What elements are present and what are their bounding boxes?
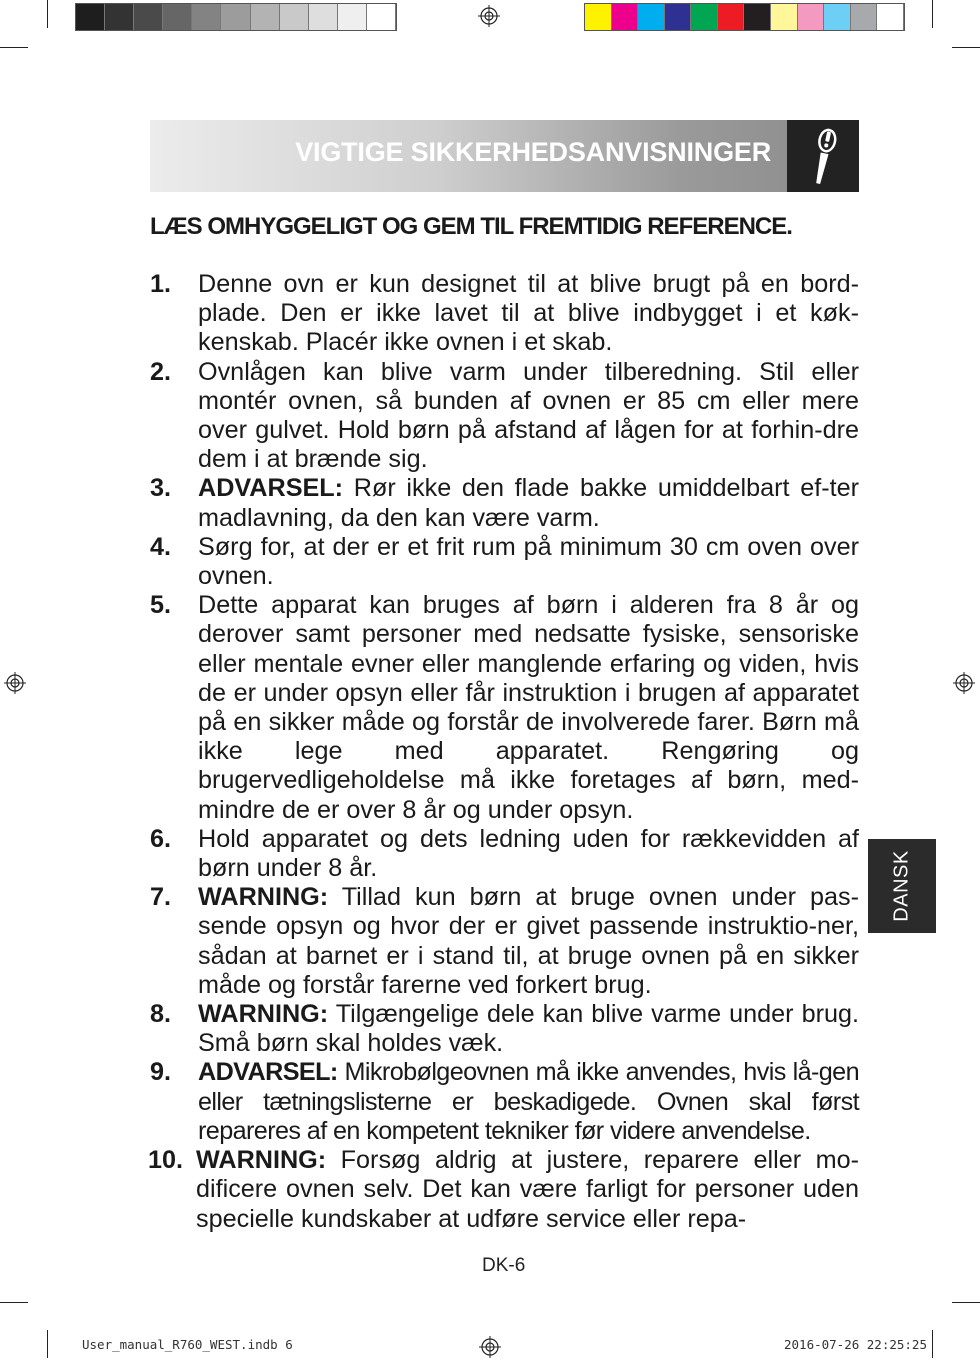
item-number: 6.	[150, 824, 172, 853]
color-swatch	[309, 4, 338, 30]
color-swatch	[798, 4, 825, 30]
list-item	[150, 1058, 859, 1146]
item-body: Rør ikke den flade bakke umiddelbart ef-ter madlavning, da den kan være varm.	[198, 474, 859, 532]
safety-instructions-list	[150, 270, 859, 1234]
color-swatch	[76, 4, 105, 30]
item-body: Tilgængelige dele kan blive varme under brug. Små børn skal holdes væk.	[198, 1000, 859, 1058]
warning-label: ADVARSEL:	[198, 1058, 338, 1087]
grayscale-color-bar	[75, 3, 397, 31]
page-number: DK-6	[482, 1255, 526, 1276]
list-item	[150, 1000, 859, 1058]
item-text	[196, 1146, 859, 1234]
color-swatch	[665, 4, 692, 30]
item-text	[198, 358, 859, 475]
item-text	[198, 270, 859, 358]
print-slug-timestamp: 2016-07-26 22:25:25	[784, 1337, 927, 1352]
item-number: 2.	[150, 357, 172, 386]
list-item	[150, 1146, 859, 1234]
crop-mark	[0, 47, 28, 48]
crop-mark	[932, 0, 933, 28]
section-title: VIGTIGE SIKKERHEDSANVISNINGER	[295, 137, 771, 167]
crop-mark	[952, 1302, 980, 1303]
item-number: 7.	[150, 883, 172, 912]
item-body: Sørg for, at der er et frit rum på minimum 30 cm oven over ovnen.	[198, 532, 859, 591]
item-body: Dette apparat kan bruges af børn i alderen fra 8 år og derover samt personer med nedsatte fysiske, sensoriske eller mentale evner eller manglende erfaring og viden, hvis de er under opsyn eller får instruktion i brugen af apparatet på en sikker måde og forstår de involverede farer. Børn må ikke lege med apparatet. Rengøring og brugervedligeholdelse må ikke foretages af børn, med-mindre de er over 8 år og under opsyn.	[198, 591, 859, 824]
item-body: Mikrobølgeovnen må ikke anvendes, hvis lå-gen eller tætningslisterne er beskadigede. Ovnen skal først repareres af en kompetent tekniker før videre anvendelse.	[198, 1058, 859, 1145]
registration-mark-icon	[953, 672, 975, 694]
item-number: 9.	[150, 1058, 172, 1087]
item-text	[198, 591, 859, 825]
warning-label: ADVARSEL:	[198, 474, 344, 503]
registration-mark-icon	[4, 672, 26, 694]
warning-label: WARNING:	[196, 1146, 327, 1175]
color-swatch	[105, 4, 134, 30]
item-number: 4.	[150, 532, 172, 561]
item-text	[198, 825, 859, 883]
crop-mark	[932, 1330, 933, 1358]
color-swatch	[612, 4, 639, 30]
item-body: Forsøg aldrig at justere, reparere eller mo-dificere ovnen selv. Det kan være farligt for personer uden specielle kundskaber at udføre service eller repa-	[196, 1146, 859, 1233]
color-swatch	[851, 4, 878, 30]
color-swatch	[824, 4, 851, 30]
item-body: Denne ovn er kun designet til at blive brugt på en bord-plade. Den er ikke lavet til at blive indbygget i et køk-kenskab. Placér ikke ovnen i et skab.	[198, 270, 859, 357]
color-swatch	[744, 4, 771, 30]
list-item	[150, 358, 859, 475]
warning-icon	[787, 120, 859, 192]
item-number: 3.	[150, 474, 172, 503]
item-number: 8.	[150, 1000, 172, 1029]
process-color-bar	[584, 3, 905, 31]
page-subtitle: LÆS OMHYGGELIGT OG GEM TIL FREMTIDIG REFERENCE.	[150, 213, 792, 240]
color-swatch	[338, 4, 367, 30]
item-text	[198, 883, 859, 1000]
color-swatch	[771, 4, 798, 30]
list-item	[150, 270, 859, 358]
color-swatch	[877, 4, 904, 30]
print-slug-filename: User_manual_R760_WEST.indb 6	[82, 1337, 293, 1352]
item-number: 10.	[148, 1146, 184, 1175]
item-text	[198, 474, 859, 532]
registration-mark-icon	[479, 1336, 501, 1358]
list-item	[150, 825, 859, 883]
color-swatch	[163, 4, 192, 30]
list-item	[150, 533, 859, 591]
section-header-banner	[150, 120, 859, 192]
color-swatch	[718, 4, 745, 30]
crop-mark	[952, 47, 980, 48]
color-swatch	[192, 4, 221, 30]
crop-mark	[0, 1302, 28, 1303]
color-swatch	[251, 4, 280, 30]
color-swatch	[638, 4, 665, 30]
item-text	[198, 533, 859, 591]
list-item	[150, 591, 859, 825]
item-text	[198, 1000, 859, 1058]
language-tab	[868, 839, 936, 933]
item-body: Hold apparatet og dets ledning uden for rækkevidden af børn under 8 år.	[198, 824, 859, 883]
color-swatch	[134, 4, 163, 30]
list-item	[150, 883, 859, 1000]
item-number: 1.	[150, 270, 172, 298]
registration-mark-icon	[478, 5, 500, 27]
item-body: Ovnlågen kan blive varm under tilberedning. Stil eller montér ovnen, så bunden af ovnen er 85 cm eller mere over gulvet. Hold børn på afstand af lågen for at forhin-dre dem i at brænde sig.	[198, 357, 859, 474]
color-swatch	[691, 4, 718, 30]
list-item	[150, 474, 859, 532]
crop-mark	[47, 1330, 48, 1358]
item-body: Tillad kun børn at bruge ovnen under pas-sende opsyn og hvor der er givet passende instruktio-ner, sådan at barnet er i stand til, at bruge ovnen på en sikker måde og forstår farerne ved forkert brug.	[198, 883, 859, 999]
crop-mark	[47, 0, 48, 28]
warning-label: WARNING:	[198, 1000, 329, 1029]
language-tab-label: DANSK	[890, 850, 913, 922]
item-number: 5.	[150, 591, 172, 620]
color-swatch	[221, 4, 250, 30]
color-swatch	[367, 4, 396, 30]
color-swatch	[585, 4, 612, 30]
warning-label: WARNING:	[198, 883, 329, 912]
color-swatch	[280, 4, 309, 30]
item-text	[198, 1058, 859, 1146]
